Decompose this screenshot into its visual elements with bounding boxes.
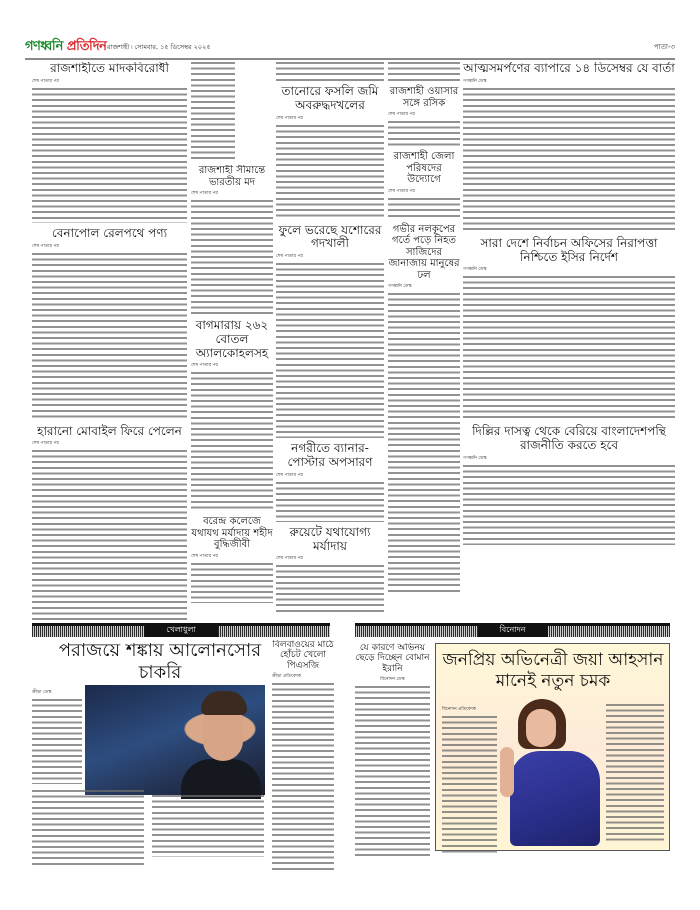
entertainment-feature-box[interactable] <box>435 643 670 851</box>
article-body <box>463 276 675 421</box>
article-delhi[interactable] <box>463 425 675 545</box>
sports-main-headline: পরাজয়ে শঙ্কায় আলোনসোর চাকরি <box>58 640 262 683</box>
article-body <box>388 198 460 220</box>
article-body <box>388 62 460 82</box>
masthead-rule <box>25 58 675 60</box>
article-byline: শেষ পাতার পর <box>32 243 59 249</box>
sports-main-header[interactable] <box>45 640 275 685</box>
article-headline: বাগমারায় ২৬২ বোতল অ্যালকোহলসহ <box>195 318 269 360</box>
article-headline: গভীর নলকূপের গর্তে পড়ে নিহত সাজিদের জানাজায় মানুষের ঢল <box>388 223 460 281</box>
article-body <box>32 88 187 223</box>
article-headline: বেনাপোল রেলপথে পণ্য <box>51 225 168 240</box>
article-body <box>32 253 187 421</box>
entertainment-side-headline: যে কারণে অভিনয় ছেড়ে দিচ্ছেন বোমান ইরানি <box>355 643 430 674</box>
column-4 <box>388 62 460 622</box>
sports-side-headline: বিলবাওয়ের মাঠে হোঁচট খেলো পিএসজি <box>272 640 334 671</box>
article-banner-removal[interactable] <box>276 442 384 522</box>
article-byline: শেষ পাতার পর <box>276 556 303 562</box>
masthead <box>25 40 675 58</box>
article-ruet[interactable] <box>276 526 384 616</box>
sports-section-bar <box>32 623 330 637</box>
sports-section-label: খেলাধুলা <box>144 623 218 637</box>
coach-photo <box>85 685 265 795</box>
article-body <box>606 704 664 844</box>
article-body <box>442 716 497 856</box>
entertainment-side-byline: বিনোদন ডেস্ক <box>380 677 405 683</box>
article-drug[interactable] <box>32 62 187 223</box>
article-headline: তানোরে ফসলি জমি অবরুদ্ধদখলের <box>281 84 379 112</box>
article-headline: রাজশাহীতে মাদকবিরোধী <box>50 62 169 75</box>
article-byline: শেষ পাতার পর <box>276 472 303 478</box>
entertainment-side-article[interactable] <box>355 643 430 858</box>
article-byline: শেষ পাতার পর <box>191 553 218 559</box>
article-godkhali[interactable] <box>276 224 384 439</box>
article-byline: শেষ পাতার পর <box>388 188 415 194</box>
article-body <box>152 795 264 857</box>
newspaper-logo[interactable] <box>25 37 106 58</box>
sports-main-body-1 <box>32 790 144 865</box>
article-headline: বরেন্দ্র কলেজে যথাযথ মর্যাদায় শহীদ বুদ্ধিজীবী <box>191 516 273 551</box>
sports-main-byline: ক্রীড়া ডেস্ক <box>32 690 52 695</box>
article-headline: সারা দেশে নির্বাচন অফিসের নিরাপত্তা নিশ্চিতে ইসির নির্দেশ <box>480 235 658 264</box>
article-barendra[interactable] <box>191 516 273 603</box>
entertainment-main-byline: বিনোদন প্রতিবেদক <box>442 707 476 712</box>
entertainment-main-body <box>606 704 664 844</box>
article-byline: শেষ পাতার পর <box>191 191 218 196</box>
article-body <box>463 465 675 545</box>
article-surrender[interactable] <box>463 62 675 233</box>
article-headline: রাজশাহী জেলা পরিষদের উদ্যোগে <box>393 151 455 185</box>
article-headline: আত্মসমর্পণের ব্যাপারে ১৪ ডিসেম্বর যে বার্তা <box>463 62 675 75</box>
logo-part-2: প্রতিদিন <box>66 39 107 54</box>
article-sajid[interactable] <box>388 224 460 594</box>
article-bagmara[interactable] <box>191 319 273 512</box>
article-mobile[interactable] <box>32 425 187 621</box>
article-wasa[interactable] <box>388 86 460 147</box>
dateline: রাজশাহী ৷ সোমবার, ১৫ ডিসেম্বর ২০২৫ <box>107 43 211 51</box>
article-body <box>272 683 334 870</box>
article-body <box>388 121 460 147</box>
article-byline: শেষ পাতার পর <box>191 363 218 369</box>
article-byline: শেষ পাতার পর <box>276 115 303 121</box>
article-zila-parishad[interactable] <box>388 151 460 220</box>
article-ec-security[interactable] <box>463 237 675 422</box>
article-headline: রাজশাহী সীমান্তে ভারতীয় মদ <box>198 165 266 188</box>
article-byline: গণধ্বনি ডেস্ক <box>463 78 487 84</box>
article-headline: দিল্লির দাসত্ব থেকে বেরিয়ে বাংলাদেশপন্থি রাজনীতি করতে হবে <box>472 424 666 453</box>
entertainment-section-bar <box>355 623 670 637</box>
article-headline: নগরীতে ব্যানার-পোস্টার অপসারণ <box>287 441 373 469</box>
article-body <box>32 790 144 865</box>
article-byline: শেষ পাতার পর <box>32 78 59 84</box>
article-byline: গণধ্বনি ডেস্ক <box>463 455 487 461</box>
logo-part-1: গণধ্বনি <box>25 39 63 54</box>
column-5 <box>463 62 675 622</box>
column-3 <box>276 62 384 622</box>
article-headline: রুয়েটে যথাযোগ্য মর্যাদায় <box>289 524 371 553</box>
article-body <box>276 125 384 220</box>
article-byline: শেষ পাতার পর <box>32 441 59 447</box>
entertainment-main-intro <box>442 704 497 856</box>
article-body <box>276 565 384 615</box>
article-body <box>191 62 235 162</box>
column-2b <box>191 165 273 620</box>
article-body <box>276 62 384 82</box>
sports-main-body-2 <box>152 795 264 865</box>
article-border-liquor[interactable] <box>191 165 273 315</box>
article-benapole[interactable] <box>32 227 187 421</box>
article-body <box>355 686 430 856</box>
column-1 <box>32 62 187 622</box>
article-byline: শেষ পাতার পর <box>388 112 415 117</box>
sports-side-article[interactable] <box>272 640 334 870</box>
article-tanore[interactable] <box>276 85 384 220</box>
sports-main-intro <box>32 687 82 787</box>
article-body <box>191 200 273 315</box>
article-body <box>388 293 460 593</box>
actress-photo <box>496 699 606 849</box>
article-headline: হারানো মোবাইল ফিরে পেলেন <box>37 423 182 438</box>
article-body <box>276 482 384 522</box>
article-byline: শেষ পাতার পর <box>276 254 303 260</box>
article-byline: গণধ্বনি ডেস্ক <box>463 267 487 273</box>
entertainment-section-label: বিনোদন <box>477 623 547 637</box>
article-headline: রাজশাহী ওয়াসার সঙ্গে রসিক <box>389 86 459 109</box>
article-body <box>32 450 187 620</box>
article-body <box>32 699 82 784</box>
page-number: পাতা-৩ <box>653 43 675 51</box>
article-body <box>191 563 273 603</box>
sports-side-byline: ক্রীড়া প্রতিবেদক <box>272 674 301 680</box>
article-body <box>463 88 675 233</box>
article-body <box>191 372 273 512</box>
entertainment-main-headline: জনপ্রিয় অভিনেত্রী জয়া আহসান মানেই নতুন চমক <box>442 650 664 692</box>
article-byline: গণধ্বনি ডেস্ক <box>388 284 412 289</box>
article-headline: ফুলে ভরেছে যশোরের গদখালী <box>278 222 382 251</box>
article-body <box>276 263 384 438</box>
